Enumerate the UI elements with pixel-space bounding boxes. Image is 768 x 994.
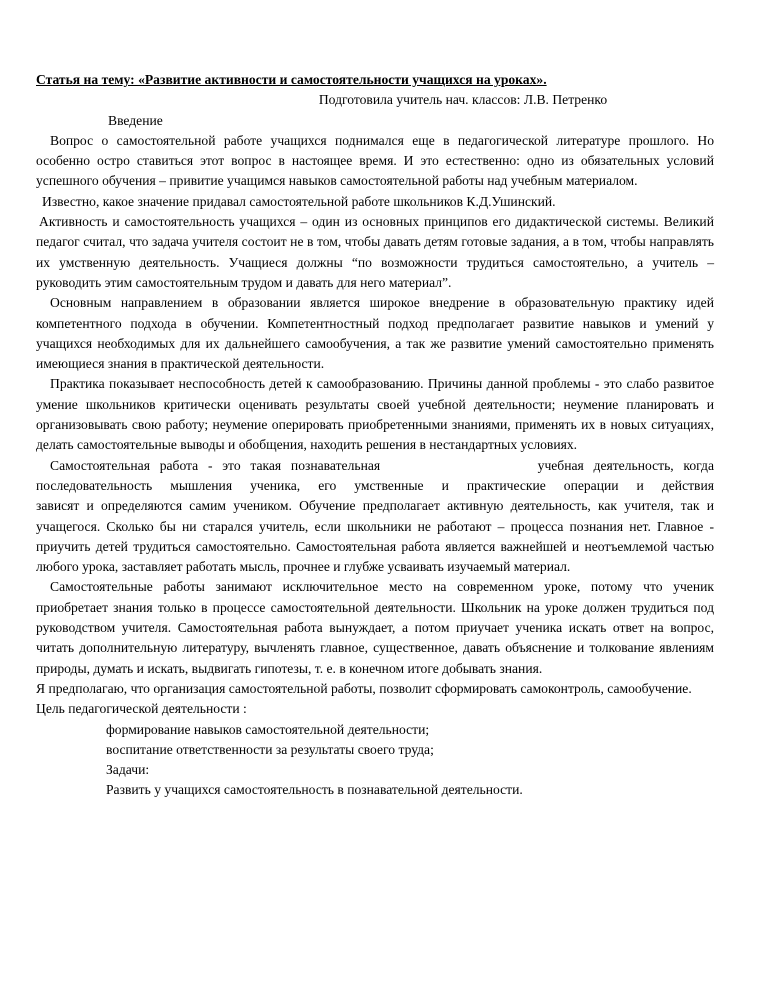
- word-group: его умственные: [318, 477, 424, 493]
- list-item: Развить у учащихся самостоятельность в познавательной деятельности.: [106, 782, 523, 798]
- word-group: ученика,: [250, 477, 301, 493]
- word-group: операции и: [563, 477, 644, 493]
- word-group: действия: [661, 477, 714, 493]
- paragraph-2: Известно, какое значение придавал самостоятельной работе школьников К.Д.Ушинский.: [42, 193, 556, 209]
- goal-label: Цель педагогической деятельности :: [36, 701, 247, 717]
- document-page: [36, 70, 714, 801]
- paragraph-7: Самостоятельные работы занимают исключительное место на современном уроке, потому что ученик приобретает знания только в процессе самостоятельной деятельности. Школьник на уроке должен трудиться под руководством учителя. Самостоятельная работа вынуждает, а потом приучает ученика искать ответ на вопрос, читать дополнительную литературу, вычленять главное, существенное, давать объяснение и толкование явлениям природы, думать и искать, выдвигать гипотезы, т. е. в конечном итоге добывать знания.: [36, 579, 714, 676]
- paragraph-6: [36, 456, 714, 578]
- paragraph-3: Активность и самостоятельность учащихся – один из основных принципов его дидактической системы. Великий педагог считал, что задача учителя состоит не в том, чтобы давать детям готовые задания, а в том, чтобы направлять их умственную деятельность. Учащиеся должны “по возможности трудиться самостоятельно, а учитель – руководить этим самостоятельным трудом и давать для него материал”.: [36, 214, 714, 290]
- paragraph-6-rest: зависят и определяются самим учеником. Обучение предполагает активную деятельность, как учителя, так и учащегося. Сколько бы ни старался учитель, если школьники не работают – процесса познания нет. Главное - приучить детей трудиться самостоятельно. Самостоятельная работа является важнейшей и неотъемлемой частью любого урока, заставляет работать мысль, прочнее и глубже усваивать изучаемый материал.: [36, 498, 714, 575]
- paragraph-6-right: учебная деятельность, когда: [537, 457, 714, 473]
- paragraph-8: Я предполагаю, что организация самостоятельной работы, позволит сформировать самоконтроль, самообучение.: [36, 680, 692, 696]
- word-group: и: [441, 477, 449, 493]
- intro-heading: Введение: [108, 112, 163, 128]
- paragraph-1: Вопрос о самостоятельной работе учащихся поднимался еще в педагогической литературе прошлого. Но особенно остро ставиться этот вопрос в настоящее время. И это естественно: одно из обязательных условий успешного обучения – привитие учащимся навыков самостоятельной работы над учебным материалом.: [36, 132, 714, 189]
- list-item: формирование навыков самостоятельной деятельности;: [106, 721, 430, 737]
- paragraph-4: Основным направлением в образовании является широкое внедрение в образовательную практику идей компетентного подхода в обучении. Компетентностный подход предполагает развитие навыков и умений у учащихся необходимых для их дальнейшего самообучения, а так же развитие умений самостоятельно применять имеющиеся знания в практической деятельности.: [36, 295, 714, 372]
- paragraph-6-left: Самостоятельная работа - это такая познавательная: [50, 457, 381, 473]
- list-item: воспитание ответственности за результаты своего труда;: [106, 741, 434, 757]
- list-item: Задачи:: [106, 762, 150, 778]
- word-group: последовательность мышления: [36, 477, 233, 493]
- article-title: Статья на тему: «Развитие активности и самостоятельности учащихся на уроках».: [36, 72, 547, 87]
- paragraph-6-line-1: [36, 456, 714, 476]
- word-group: практические: [466, 477, 546, 493]
- paragraph-6-line-2: [36, 476, 714, 496]
- goal-list: [106, 720, 714, 801]
- paragraph-5: Практика показывает неспособность детей к самообразованию. Причины данной проблемы - это слабо развитое умение школьников критически оценивать результаты своей учебной деятельности; неумение планировать и организовывать свою работу; неумение оперировать приобретенными знаниями, применять их в новых ситуациях, делать самостоятельные выводы и обобщения, находить решения в нестандартных условиях.: [36, 376, 714, 453]
- author-line: Подготовила учитель нач. классов: Л.В. Петренко: [318, 92, 608, 108]
